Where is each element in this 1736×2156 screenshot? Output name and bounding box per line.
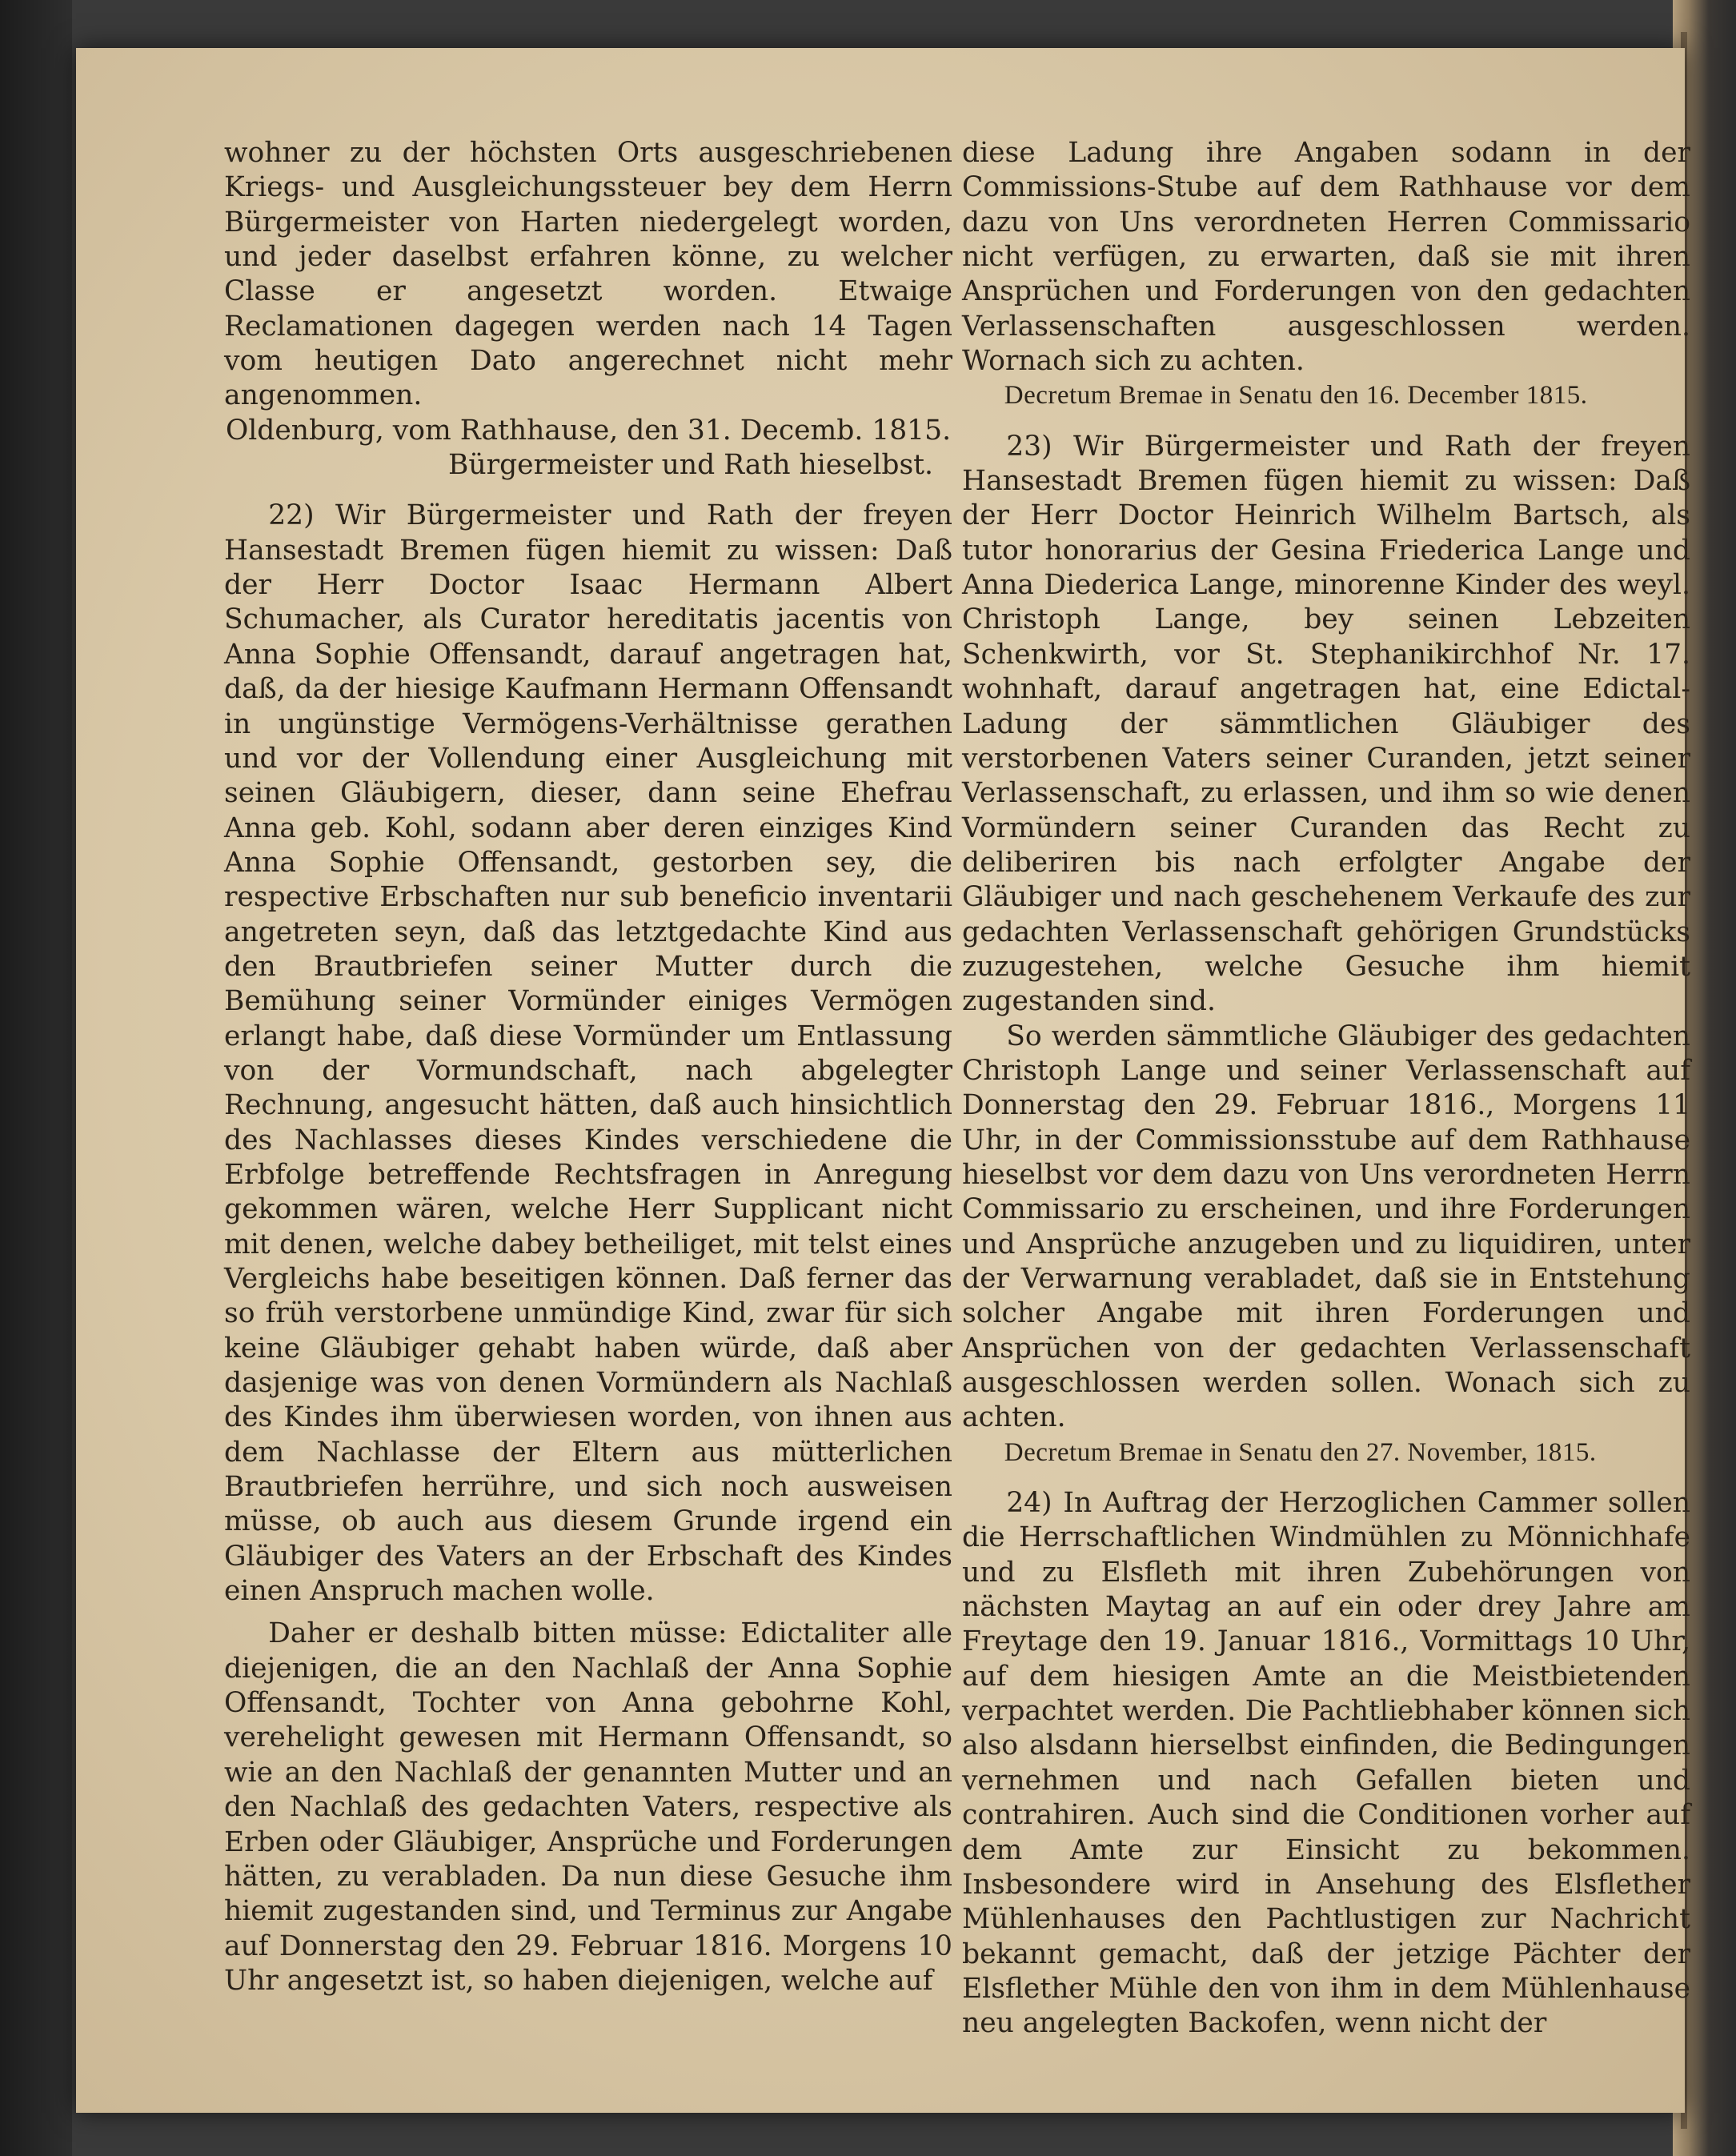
notice-continuation-text: wohner zu der höchsten Orts ausgeschriebenen Kriegs- und Ausgleichungssteuer bey dem Herrn Bürgermeister von Harten niedergelegt worden, und jeder daselbst erfahren könne, zu welcher Classe er angesetzt worden. Etwaige Reclamationen dagegen werden nach 14 Tagen vom heutigen Dato angerechnet nicht mehr angenommen. (224, 137, 952, 412)
left-column (224, 136, 952, 1998)
signature-line: Bürgermeister und Rath hieselbst. (448, 449, 933, 482)
decree-line-2: Decretum Bremae in Senatu den 27. November, 1815. (1004, 1437, 1597, 1467)
notice-23-text: 23) Wir Bürgermeister und Rath der freyen Hansestadt Bremen fügen hiemit zu wissen: Daß der Herr Doctor Heinrich Wilhelm Bartsch, als tutor honorarius der Gesina Friederica Lange und Anna Diederica Lange, minorenne Kinder des weyl. Christoph Lange, bey seinen Lebzeiten Schenkwirth, vor St. Stephanikirchhof Nr. 17. wohnhaft, darauf angetragen hat, eine Edictal-Ladung der sämmtlichen Gläubiger des verstorbenen Vaters seiner Curanden, jetzt seiner Verlassenschaft, zu erlassen, und ihm so wie denen Vormündern seiner Curanden das Recht zu deliberiren bis nach erfolgter Angabe der Gläubiger und nach geschehenem Verkaufe des zur gedachten Verlassenschaft gehörigen Grundstücks zuzugestehen, welche Gesuche ihm hiemit zugestanden sind. (962, 430, 1690, 1018)
notice-22-ending-text: diese Ladung ihre Angaben sodann in der Commissions-Stube auf dem Rathhause vor dem dazu von Uns verordneten Herren Commissario nicht verfügen, zu erwarten, daß sie mit ihren Ansprüchen und Forderungen von den gedachten Verlassenschaften ausgeschlossen werden. Wornach sich zu achten. (962, 137, 1690, 378)
notice-22-continued-text: Daher er deshalb bitten müsse: Edictaliter alle diejenigen, die an den Nachlaß der Anna Sophie Offensandt, Tochter von Anna gebohrne Kohl, verehelight gewesen mit Hermann Offensandt, so wie an den Nachlaß der genannten Mutter und an den Nachlaß des gedachten Vaters, respective als Erben oder Gläubiger, Ansprüche und Forderungen hätten, zu verabladen. Da nun diese Gesuche ihm hiemit zugestanden sind, und Terminus zur Angabe auf Donnerstag den 29. Februar 1816. Morgens 10 Uhr angesetzt ist, so haben diejenigen, welche auf (224, 1617, 952, 1997)
notice-23-continued-text: So werden sämmtliche Gläubiger des gedachten Christoph Lange und seiner Verlassenschaft auf Donnerstag den 29. Februar 1816., Morgens 11 Uhr, in der Commissionsstube auf dem Rathhause hieselbst vor dem dazu von Uns verordneten Herrn Commissario zu erscheinen, und ihre Forderungen und Ansprüche anzugeben und zu liquidiren, unter der Verwarnung verabladet, daß sie in Entstehung solcher Angabe mit ihren Forderungen und Ansprüchen von der gedachten Verlassenschaft ausgeschlossen werden sollen. Wonach sich zu achten. (962, 1020, 1690, 1434)
dateline: Oldenburg, vom Rathhause, den 31. Decemb. 1815. (225, 414, 952, 447)
decree-line-1: Decretum Bremae in Senatu den 16. December 1815. (1004, 381, 1588, 411)
scan-background-left (0, 0, 72, 2156)
notice-24-text: 24) In Auftrag der Herzoglichen Cammer sollen die Herrschaftlichen Windmühlen zu Mönnichhafe und zu Elsfleth mit ihren Zubehörungen von nächsten Maytag an auf ein oder drey Jahre am Freytage den 19. Januar 1816., Vormittags 10 Uhr, auf dem hiesigen Amte an die Meistbietenden verpachtet werden. Die Pachtliebhaber können sich also alsdann hierselbst einfinden, die Bedingungen vernehmen und nach Gefallen bieten und contrahiren. Auch sind die Conditionen vorher auf dem Amte zur Einsicht zu bekommen. Insbesondere wird in Ansehung des Elsflether Mühlenhauses den Pachtlustigen zur Nachricht bekannt gemacht, daß der jetzige Pächter der Elsflether Mühle den von ihm in dem Mühlenhause neu angelegten Backofen, wenn nicht der (962, 1487, 1690, 2040)
right-column (962, 136, 1690, 2042)
notice-22-text: 22) Wir Bürgermeister und Rath der freyen Hansestadt Bremen fügen hiemit zu wissen: Daß der Herr Doctor Isaac Hermann Albert Schumacher, als Curator hereditatis jacentis von Anna Sophie Offensandt, darauf angetragen hat, daß, da der hiesige Kaufmann Hermann Offensandt in ungünstige Vermögens-Verhältnisse gerathen und vor der Vollendung einer Ausgleichung mit seinen Gläubigern, dieser, dann seine Ehefrau Anna geb. Kohl, sodann aber deren einziges Kind Anna Sophie Offensandt, gestorben sey, die respective Erbschaften nur sub beneficio inventarii angetreten seyn, daß das letztgedachte Kind aus den Brautbriefen seiner Mutter durch die Bemühung seiner Vormünder einiges Vermögen erlangt habe, daß diese Vormünder um Entlassung von der Vormundschaft, nach abgelegter Rechnung, angesucht hätten, daß auch hinsichtlich des Nachlasses dieses Kindes verschiedene die Erbfolge betreffende Rechtsfragen in Anregung gekommen wären, welche Herr Supplicant nicht mit denen, welche dabey betheiliget, mit telst eines Vergleichs habe beseitigen können. Daß ferner das so früh verstorbene unmündige Kind, zwar für sich keine Gläubiger gehabt haben würde, daß aber dasjenige was von denen Vormündern als Nachlaß des Kindes ihm überwiesen worden, von ihnen aus dem Nachlasse der Eltern aus mütterlichen Brautbriefen herrühre, und sich noch ausweisen müsse, ob auch aus diesem Grunde irgend ein Gläubiger des Vaters an der Erbschaft des Kindes einen Anspruch machen wolle. (224, 499, 952, 1608)
